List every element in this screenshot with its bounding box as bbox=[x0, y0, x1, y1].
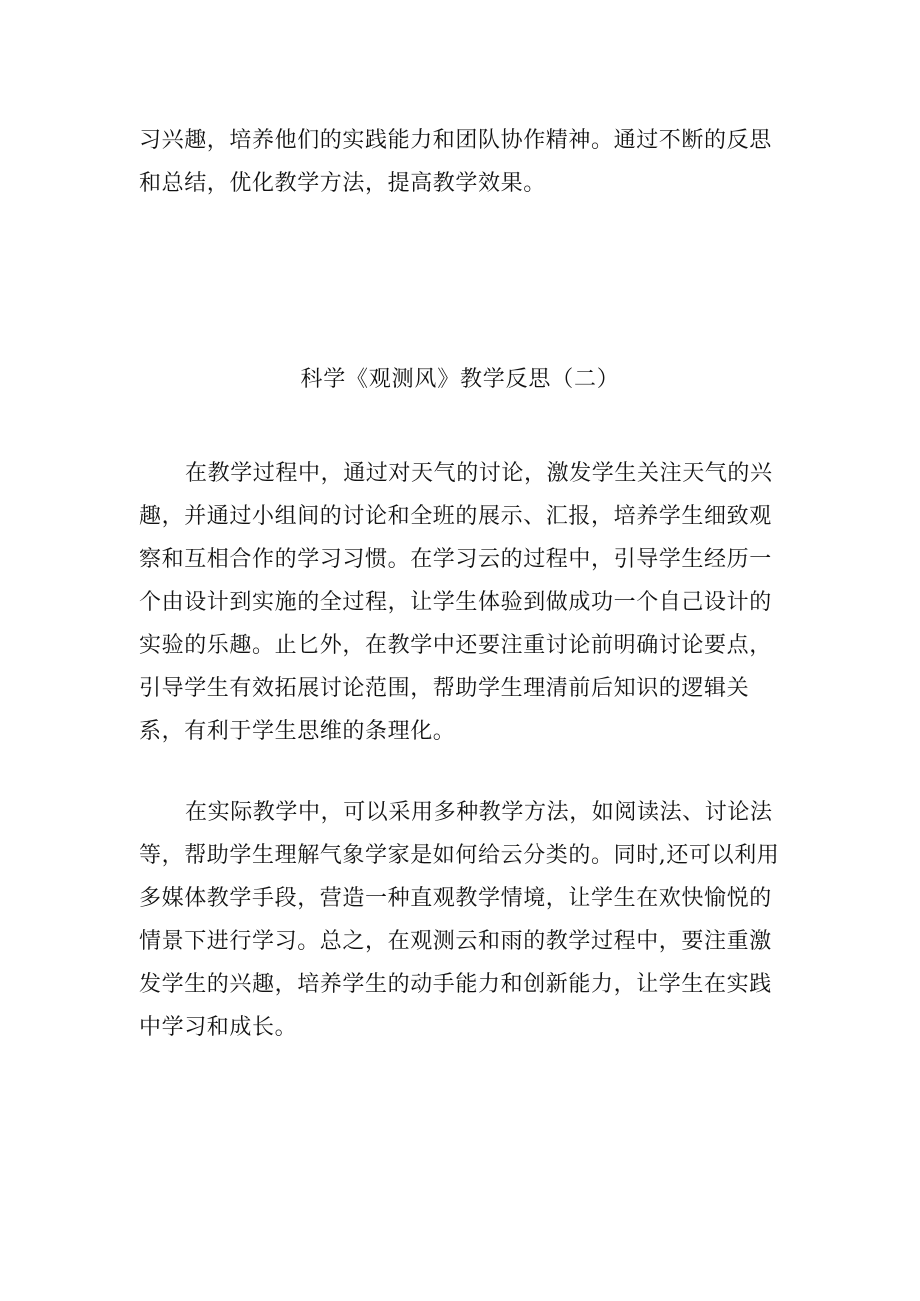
body-paragraph-1: 在教学过程中，通过对天气的讨论，激发学生关注天气的兴趣，并通过小组间的讨论和全班的展示、汇报，培养学生细致观察和互相合作的学习习惯。在学习云的过程中，引导学生经历一个由设计到实施的全过程，让学生体验到做成功一个自己设计的实验的乐趣。止匕外，在教学中还要注重讨论前明确讨论要点，引导学生有效拓展讨论范围，帮助学生理清前后知识的逻辑关系，有利于学生思维的条理化。 bbox=[139, 461, 773, 744]
document-title: 科学《观测风》教学反思（二） bbox=[300, 367, 620, 392]
body-paragraph-2: 在实际教学中，可以采用多种教学方法，如阅读法、讨论法等，帮助学生理解气象学家是如何给云分类的。同时,还可以利用多媒体教学手段，营造一种直观教学情境，让学生在欢快愉悦的情景下进行学习。总之，在观测云和雨的教学过程中，要注重激发学生的兴趣，培养学生的动手能力和创新能力，让学生在实践中学习和成长。 bbox=[139, 800, 780, 1040]
carryover-paragraph: 习兴趣，培养他们的实践能力和团队协作精神。通过不断的反思和总结，优化教学方法，提高教学效果。 bbox=[139, 128, 772, 196]
